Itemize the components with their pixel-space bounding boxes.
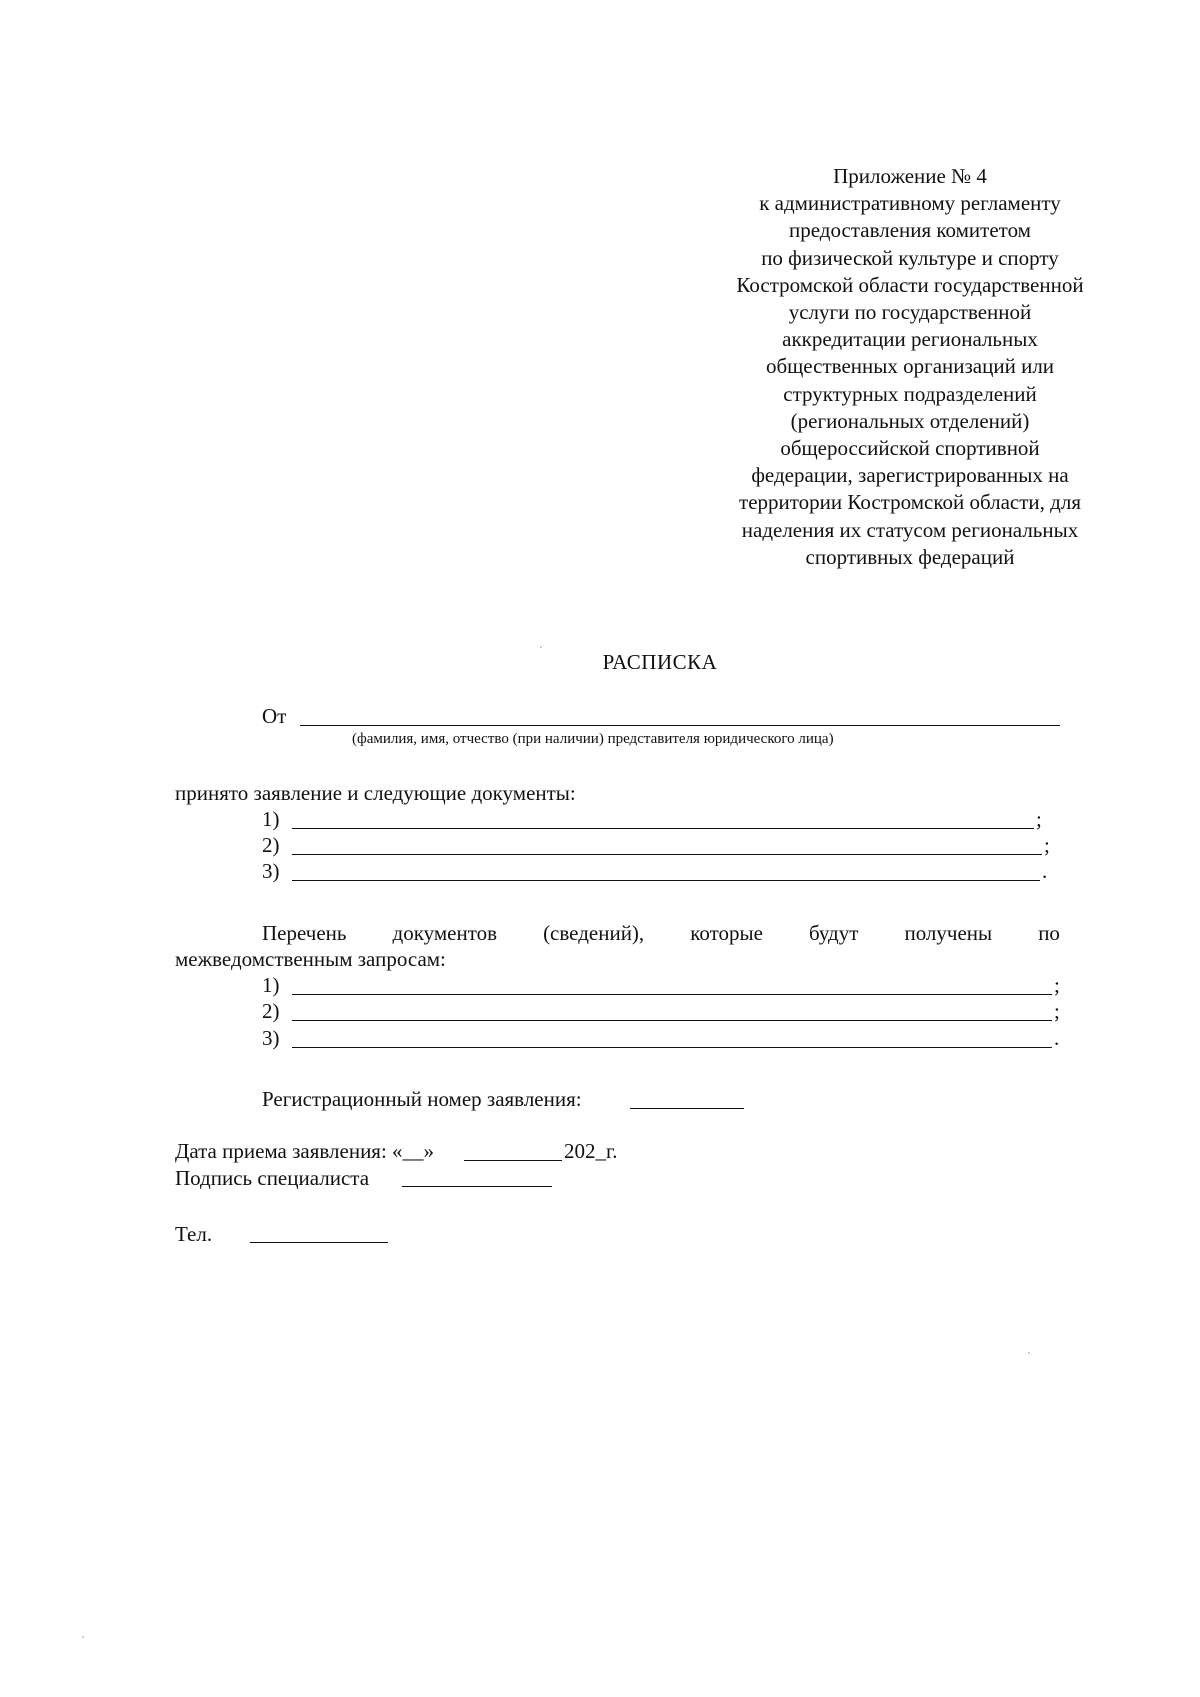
accepted-item-number: 3) [262,859,280,883]
appendix-line: к административному регламенту [759,191,1061,216]
accepted-item-end: ; [1036,807,1042,831]
registration-number-line[interactable] [630,1108,744,1109]
signature-line[interactable] [402,1186,552,1187]
scan-speck [540,646,542,648]
accepted-item-3-line[interactable] [292,880,1040,881]
intro-word: по [1038,921,1060,945]
appendix-line: по физической культуре и спорту [761,245,1059,270]
appendix-line: структурных подразделений [783,381,1037,406]
interagency-item-number: 2) [262,999,280,1023]
intro-word: (сведений), [543,921,645,945]
appendix-header [690,163,1130,571]
appendix-line: общественных организаций или [765,354,1055,379]
from-blank-line[interactable] [300,725,1060,726]
signature-label: Подпись специалиста [175,1166,370,1190]
accepted-item-1-line[interactable] [292,828,1034,829]
accepted-item-number: 1) [262,807,280,831]
date-month-line[interactable] [464,1160,562,1161]
appendix-line: наделения их статусом региональных [741,517,1079,542]
intro-word: документов [392,921,498,945]
appendix-line: Приложение № 4 [833,164,987,188]
document-title: РАСПИСКА [602,650,718,674]
interagency-item-number: 1) [262,973,280,997]
appendix-line: услуги по государственной [788,300,1032,325]
interagency-item-2-line[interactable] [292,1020,1052,1021]
date-year: 202_г. [564,1139,618,1163]
appendix-line: (региональных отделений) [790,408,1030,433]
intro-word: которые [690,921,763,945]
appendix-line: общероссийской спортивной [780,436,1040,461]
scan-speck [1028,1352,1030,1354]
interagency-item-end: . [1054,1026,1060,1050]
appendix-line: спортивных федераций [805,544,1015,569]
interagency-item-end: ; [1054,999,1060,1023]
intro-word: будут [808,921,859,945]
interagency-item-end: ; [1054,973,1060,997]
appendix-line: федерации, зарегистрированных на [751,463,1069,488]
scan-speck [82,1636,84,1638]
registration-label: Регистрационный номер заявления: [262,1087,582,1111]
from-label: От [262,704,287,728]
interagency-intro [262,920,1060,946]
appendix-line: предоставления комитетом [789,218,1031,243]
interagency-item-1-line[interactable] [292,994,1052,995]
date-label: Дата приема заявления: «__» [175,1139,435,1163]
intro-word: Перечень [262,921,347,945]
appendix-line: аккредитации региональных [782,327,1038,352]
accepted-intro: принято заявление и следующие документы: [175,781,576,805]
intro-word: получены [904,921,993,945]
accepted-item-end: ; [1044,833,1050,857]
phone-line[interactable] [250,1242,388,1243]
phone-label: Тел. [175,1222,213,1246]
interagency-item-number: 3) [262,1026,280,1050]
interagency-item-3-line[interactable] [292,1047,1052,1048]
accepted-item-2-line[interactable] [292,854,1042,855]
from-caption: (фамилия, имя, отчество (при наличии) представителя юридического лица) [352,731,834,747]
appendix-line: территории Костромской области, для [739,490,1081,515]
appendix-line: Костромской области государственной [736,272,1084,297]
accepted-item-end: . [1042,859,1048,883]
interagency-continuation: межведомственным запросам: [175,947,446,971]
accepted-item-number: 2) [262,833,280,857]
